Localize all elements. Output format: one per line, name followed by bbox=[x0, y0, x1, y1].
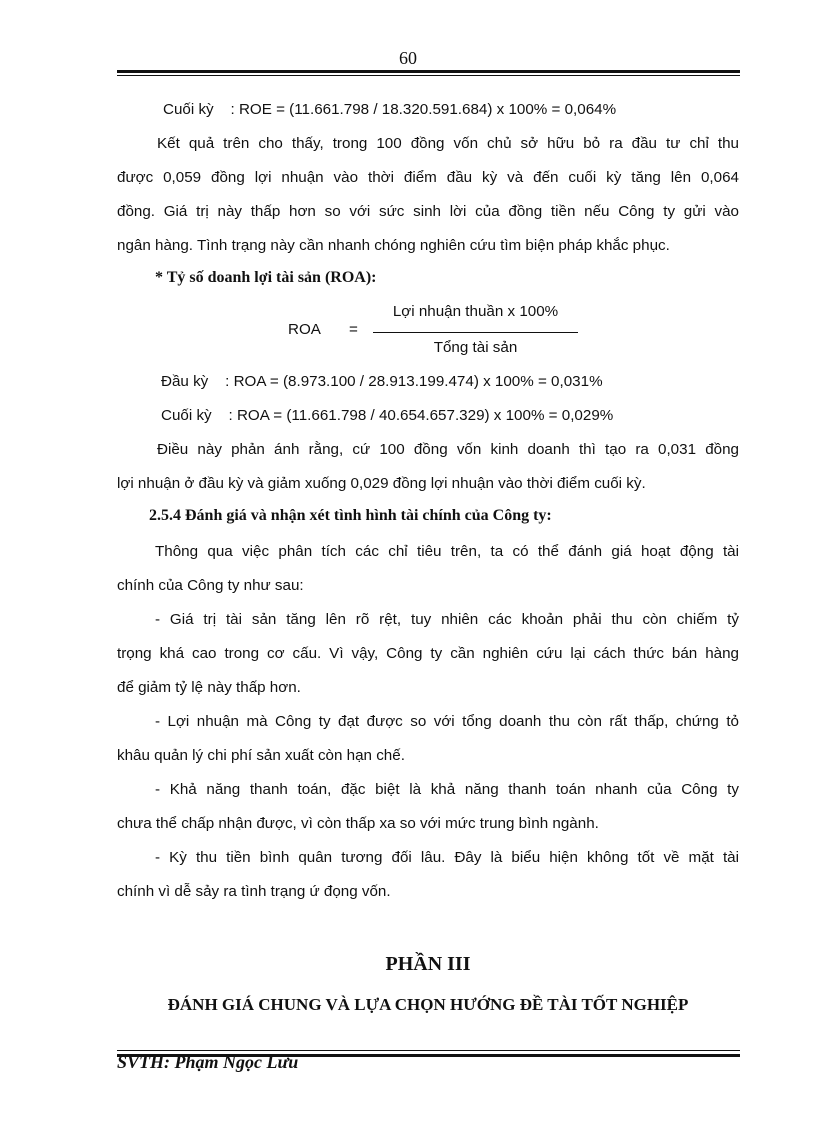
paragraph-line: Kết quả trên cho thấy, trong 100 đồng vốn chủ sở hữu bỏ ra đầu tư chỉ thu bbox=[157, 135, 739, 152]
roa-start-line: Đầu kỳ : ROA = (8.973.100 / 28.913.199.474) x 100% = 0,031% bbox=[161, 373, 603, 390]
paragraph-line: đồng. Giá trị này thấp hơn so với sức sinh lời của đồng tiền nếu Công ty gửi vào bbox=[117, 203, 739, 220]
roa-heading: * Tỷ số doanh lợi tài sản (ROA): bbox=[155, 269, 377, 286]
formula-numerator: Lợi nhuận thuần x 100% bbox=[392, 303, 559, 320]
formula-equals: = bbox=[349, 321, 358, 338]
bullet-line: - Khả năng thanh toán, đặc biệt là khả năng thanh toán nhanh của Công ty bbox=[155, 781, 739, 798]
footer-author: SVTH: Phạm Ngọc Lưu bbox=[117, 1052, 299, 1072]
paragraph-line: ngân hàng. Tình trạng này cần nhanh chóng nghiên cứu tìm biện pháp khắc phục. bbox=[117, 237, 670, 254]
bullet-line: - Lợi nhuận mà Công ty đạt được so với tổng doanh thu còn rất thấp, chứng tỏ bbox=[155, 713, 739, 730]
roa-end-line: Cuối kỳ : ROA = (11.661.798 / 40.654.657.329) x 100% = 0,029% bbox=[161, 407, 614, 424]
paragraph-line: chính của Công ty như sau: bbox=[117, 577, 304, 594]
part-title: PHẦN III bbox=[385, 953, 471, 975]
formula-denominator: Tổng tài sản bbox=[433, 339, 518, 356]
paragraph-line: được 0,059 đồng lợi nhuận vào thời điểm đầu kỳ và đến cuối kỳ tăng lên 0,064 bbox=[117, 169, 739, 186]
bullet-line: chính vì dễ sảy ra tình trạng ứ đọng vốn. bbox=[117, 883, 391, 900]
part-subtitle: ĐÁNH GIÁ CHUNG VÀ LỰA CHỌN HƯỚNG ĐỀ TÀI TỐT NGHIỆP bbox=[167, 995, 689, 1014]
bullet-line: khâu quản lý chi phí sản xuất còn hạn chế. bbox=[117, 747, 405, 764]
bullet-line: - Kỳ thu tiền bình quân tương đối lâu. Đây là biểu hiện không tốt về mặt tài bbox=[155, 849, 739, 866]
formula-label: ROA bbox=[288, 321, 321, 338]
header-rule-thick bbox=[117, 70, 740, 73]
header-rule-thin bbox=[117, 75, 740, 76]
bullet-line: - Giá trị tài sản tăng lên rõ rệt, tuy nhiên các khoản phải thu còn chiếm tỷ bbox=[155, 611, 739, 628]
section-heading: 2.5.4 Đánh giá và nhận xét tình hình tài chính của Công ty: bbox=[149, 507, 552, 524]
paragraph-line: Thông qua việc phân tích các chỉ tiêu trên, ta có thể đánh giá hoạt động tài bbox=[155, 543, 739, 560]
bullet-line: chưa thể chấp nhận được, vì còn thấp xa so với mức trung bình ngành. bbox=[117, 815, 599, 832]
paragraph-line: Điều này phản ánh rằng, cứ 100 đồng vốn kinh doanh thì tạo ra 0,031 đồng bbox=[157, 441, 739, 458]
bullet-line: để giảm tỷ lệ này thấp hơn. bbox=[117, 679, 301, 696]
paragraph-line: lợi nhuận ở đầu kỳ và giảm xuống 0,029 đồng lợi nhuận vào thời điểm cuối kỳ. bbox=[117, 475, 646, 492]
page-number: 60 bbox=[399, 48, 417, 68]
roe-end-line: Cuối kỳ : ROE = (11.661.798 / 18.320.591.684) x 100% = 0,064% bbox=[163, 101, 617, 118]
fraction-bar bbox=[373, 332, 578, 333]
bullet-line: trọng khá cao trong cơ cấu. Vì vậy, Công ty cần nghiên cứu lại cách thức bán hàng bbox=[117, 645, 739, 662]
footer-rule-thin bbox=[117, 1050, 740, 1051]
